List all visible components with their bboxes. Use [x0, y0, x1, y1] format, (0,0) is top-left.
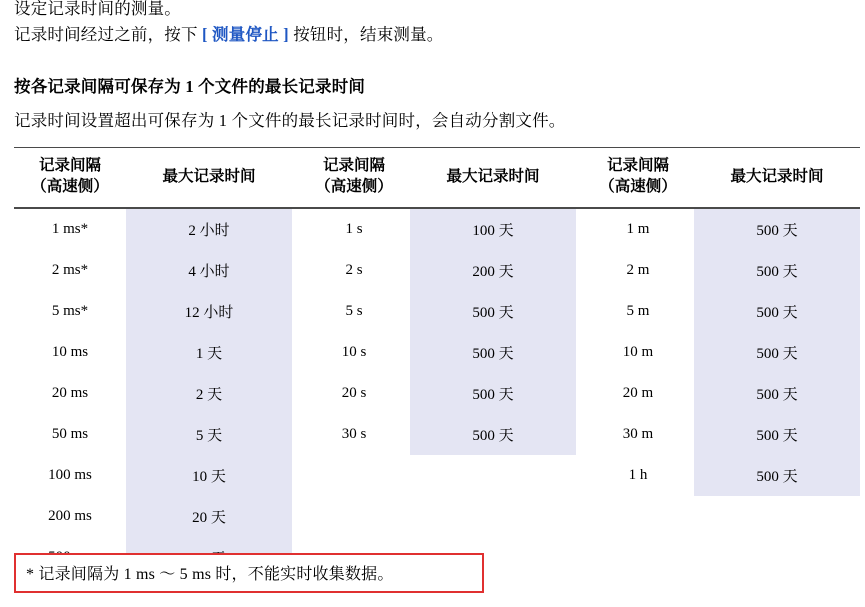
cell-max: 4 小时: [126, 250, 292, 291]
intro-line-2-prefix: 记录时间经过之前，按下: [14, 24, 203, 44]
cell-interval: [582, 537, 694, 578]
cell-interval: 5 ms*: [51, 302, 89, 319]
cell-interval: 5 m: [626, 302, 650, 319]
cell-interval: 1 s: [345, 220, 363, 237]
cell-max: [410, 496, 576, 537]
cell-interval: [298, 455, 410, 496]
table-row: [14, 291, 860, 332]
column-header-max-2: [410, 148, 576, 208]
section-heading: 按各记录间隔可保存为 1 个文件的最长记录时间: [14, 77, 366, 97]
cell-max: 500 天: [410, 291, 576, 332]
table-row: [14, 455, 860, 496]
column-header-max-3: [694, 148, 860, 208]
footnote-callout: * 记录间隔为 1 ms ～ 5 ms 时，不能实时收集数据。: [14, 553, 484, 593]
cell-interval: [582, 496, 694, 537]
cell-max: 12 小时: [126, 291, 292, 332]
cell-interval: 30 s: [341, 425, 367, 442]
cell-max: 500 天: [694, 414, 860, 455]
cell-interval: 20 s: [341, 384, 367, 401]
cell-max: 1 天: [126, 332, 292, 373]
cell-interval: 2 m: [626, 261, 650, 278]
column-header-interval-3-line1: 记录间隔: [606, 157, 669, 175]
column-header-max-3-line1: 最大记录时间: [730, 167, 824, 185]
table-header-row: [14, 148, 860, 208]
column-header-interval-2: [298, 148, 410, 208]
cell-interval: 2 s: [345, 261, 363, 278]
table-row: [14, 414, 860, 455]
cell-max: 5 天: [126, 414, 292, 455]
cell-max: [694, 537, 860, 578]
cell-interval: 10 s: [341, 343, 367, 360]
column-header-interval-1-line2: （高速侧）: [31, 178, 109, 196]
cell-interval: 10 ms: [51, 343, 89, 360]
cell-interval: 1 ms*: [51, 220, 89, 237]
cell-max: 500 天: [410, 414, 576, 455]
column-header-interval-2-line1: 记录间隔: [322, 157, 385, 175]
column-header-interval-2-line2: （高速侧）: [315, 178, 393, 196]
table-row: [14, 332, 860, 373]
cell-max: 20 天: [126, 496, 292, 537]
cell-max: 10 天: [126, 455, 292, 496]
measurement-stop-button-label: [ 测量停止 ]: [202, 24, 289, 44]
cell-max: 500 天: [694, 291, 860, 332]
cell-interval: 30 m: [622, 425, 654, 442]
cell-max: 100 天: [410, 208, 576, 250]
column-header-max-2-line1: 最大记录时间: [446, 167, 540, 185]
cell-interval: 5 s: [345, 302, 363, 319]
cell-interval: 1 h: [628, 466, 648, 483]
cell-max: 500 天: [694, 455, 860, 496]
cell-interval: 10 m: [622, 343, 654, 360]
column-header-interval-3: [582, 148, 694, 208]
cell-interval: 1 m: [626, 220, 650, 237]
cell-max: [694, 496, 860, 537]
column-header-interval-1: [14, 148, 126, 208]
cell-max: [410, 455, 576, 496]
column-header-max-1: [126, 148, 292, 208]
intro-line-1: [14, 0, 851, 22]
cell-max: 2 小时: [126, 208, 292, 250]
cell-max: 2 天: [126, 373, 292, 414]
intro-line-2: [14, 22, 851, 48]
cell-interval: 20 m: [622, 384, 654, 401]
cell-interval: 100 ms: [48, 466, 92, 483]
table-row: [14, 250, 860, 291]
cell-max: 500 天: [694, 332, 860, 373]
cell-max: 200 天: [410, 250, 576, 291]
cell-max: 500 天: [410, 332, 576, 373]
table-body: [14, 208, 860, 578]
table-row: [14, 373, 860, 414]
column-header-interval-1-line1: 记录间隔: [38, 157, 101, 175]
cell-interval: [298, 496, 410, 537]
table-row: [14, 496, 860, 537]
intro-line-2-suffix: 按钮时，结束测量。: [288, 24, 444, 44]
cell-interval: 50 ms: [51, 425, 89, 442]
cell-max: 500 天: [694, 208, 860, 250]
cell-interval: 20 ms: [51, 384, 89, 401]
table-row: [14, 208, 860, 250]
cell-max: 500 天: [694, 250, 860, 291]
intro-line-1-text: 设定记录时间的测量。: [14, 0, 181, 18]
cell-max: 500 天: [694, 373, 860, 414]
column-header-max-1-line1: 最大记录时间: [162, 167, 256, 185]
column-header-interval-3-line2: （高速侧）: [599, 178, 677, 196]
cell-interval: 2 ms*: [51, 261, 89, 278]
cell-max: 500 天: [410, 373, 576, 414]
recording-time-table: [14, 147, 860, 578]
cell-interval: 200 ms: [48, 507, 92, 524]
section-note: 记录时间设置超出可保存为 1 个文件的最长记录时间时，会自动分割文件。: [14, 111, 566, 131]
